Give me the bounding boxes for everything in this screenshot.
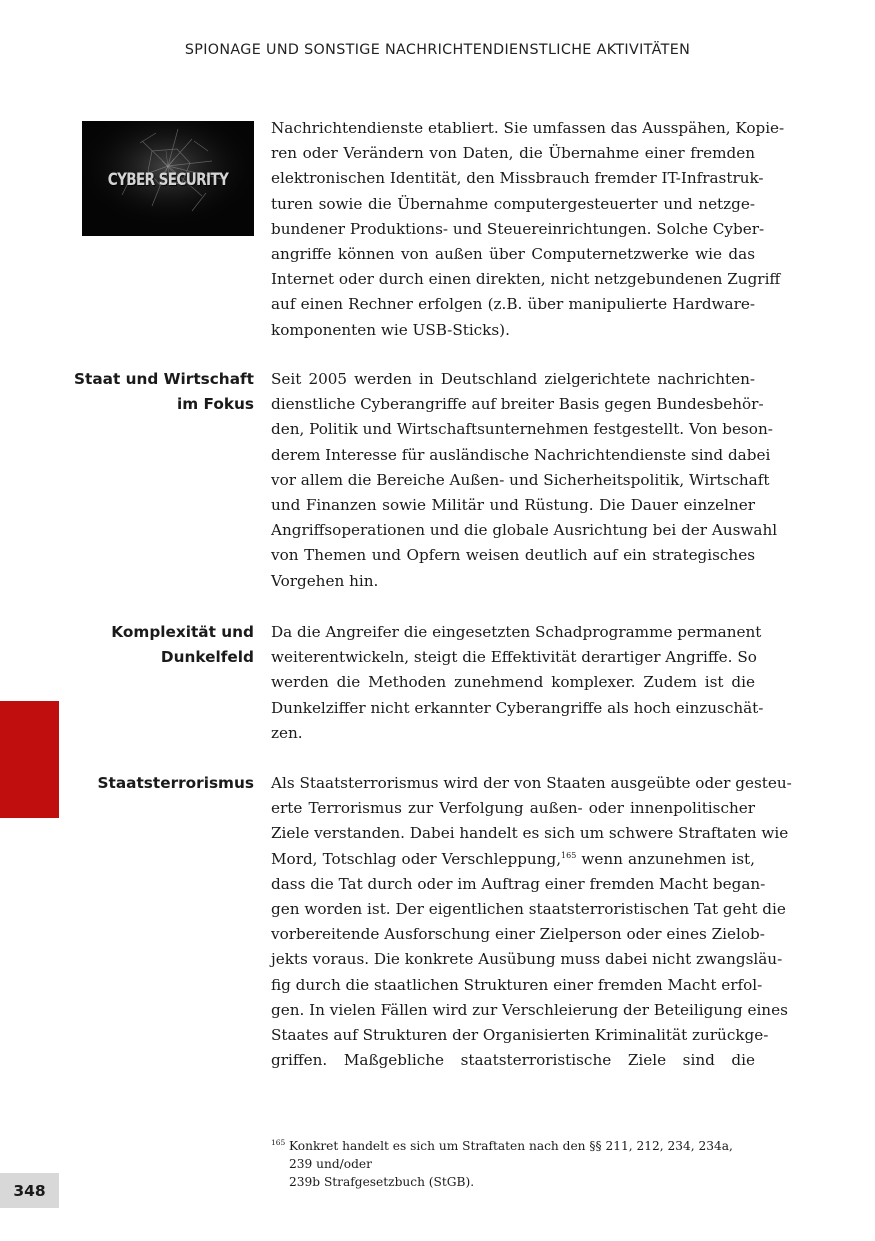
intro-paragraph	[271, 116, 785, 343]
text-line: bundener Produktions- und Steuereinrichtungen. Solche Cyber-	[271, 219, 765, 238]
text-line: Angriffsoperationen und die globale Ausrichtung bei der Auswahl	[271, 521, 778, 540]
footnote-line: 239b Strafgesetzbuch (StGB).	[289, 1175, 475, 1189]
page-number: 348	[0, 1173, 59, 1208]
text-line-with-footnote-ref	[271, 847, 755, 872]
text-line: und Finanzen sowie Militär und Rüstung. Die Dauer einzelner	[271, 496, 755, 515]
staat-paragraph	[271, 367, 778, 594]
text-line: Internet oder durch einen direkten, nicht netzgebundenen Zugriff	[271, 270, 781, 289]
footnote	[271, 1137, 755, 1191]
text-line: von Themen und Opfern weisen deutlich auf ein strategisches	[271, 546, 755, 565]
side-heading-line: Staat und Wirtschaft	[74, 370, 254, 388]
text-line: den, Politik und Wirtschaftsunternehmen festgestellt. Von beson-	[271, 420, 773, 439]
text-line: dienstliche Cyberangriffe auf breiter Basis gegen Bundesbehör-	[271, 395, 764, 414]
text-line: gen. In vielen Fällen wird zur Verschleierung der Beteiligung eines	[271, 1000, 788, 1019]
text-line: elektronischen Identität, den Missbrauch fremder IT-Infrastruk-	[271, 169, 764, 188]
text-line: Vorgehen hin.	[271, 571, 379, 590]
text-line: Da die Angreifer die eingesetzten Schadprogramme permanent	[271, 623, 762, 641]
text-line: Seit 2005 werden in Deutschland zielgerichtete nachrichten-	[271, 370, 755, 388]
side-heading-line: Dunkelfeld	[160, 648, 254, 667]
text-line: dass die Tat durch oder im Auftrag einer fremden Macht began-	[271, 874, 766, 893]
text-segment: Mord, Totschlag oder Verschleppung,	[271, 849, 562, 868]
text-line: Nachrichtendienste etabliert. Sie umfassen das Ausspähen, Kopie-	[271, 119, 785, 137]
text-line: Als Staatsterrorismus wird der von Staaten ausgeübte oder gesteu-	[271, 774, 792, 792]
text-line: griffen. Maßgebliche staatsterroristische Ziele sind die	[271, 1051, 755, 1070]
cyber-security-label: CYBER SECURITY	[107, 170, 229, 190]
text-line: vorbereitende Ausforschung einer Zielperson oder eines Zielob-	[271, 925, 765, 944]
running-header: SPIONAGE UND SONSTIGE NACHRICHTENDIENSTLICHE AKTIVITÄTEN	[184, 42, 691, 58]
text-line: komponenten wie USB-Sticks).	[271, 320, 510, 339]
text-line: Staates auf Strukturen der Organisierten Kriminalität zurückge-	[271, 1026, 769, 1045]
text-line: zen.	[271, 723, 303, 742]
text-line: werden die Methoden zunehmend komplexer. Zudem ist die	[271, 673, 755, 692]
side-heading-line: Staatsterrorismus	[97, 774, 254, 792]
footnote-reference[interactable]: 165	[561, 850, 577, 860]
text-line: Dunkelziffer nicht erkannter Cyberangriffe als hoch einzuschät-	[271, 698, 764, 717]
text-line: turen sowie die Übernahme computergesteuerter und netzge-	[271, 194, 755, 213]
terror-paragraph	[271, 771, 792, 1073]
text-line: gen worden ist. Der eigentlichen staatsterroristischen Tat geht die	[271, 900, 786, 919]
side-heading-staatsterrorismus	[40, 771, 254, 796]
footnote-number: 165	[271, 1138, 286, 1147]
text-segment: wenn anzunehmen ist,	[576, 849, 755, 868]
text-line: ren oder Verändern von Daten, die Übernahme einer fremden	[271, 144, 755, 163]
text-line: angriffe können von außen über Computernetzwerke wie das	[271, 245, 755, 264]
text-line: jekts voraus. Die konkrete Ausübung muss dabei nicht zwangsläu-	[271, 950, 783, 969]
side-heading-line: im Fokus	[176, 395, 254, 414]
text-line: Ziele verstanden. Dabei handelt es sich um schwere Straftaten wie	[271, 824, 789, 843]
footnote-line: Konkret handelt es sich um Straftaten nach den §§ 211, 212, 234, 234a, 239 und/oder	[289, 1139, 733, 1171]
side-heading-komplexitaet	[40, 620, 254, 670]
text-line: erte Terrorismus zur Verfolgung außen- oder innenpolitischer	[271, 799, 755, 818]
text-line: fig durch die staatlichen Strukturen einer fremden Macht erfol-	[271, 975, 763, 994]
text-line: weiterentwickeln, steigt die Effektivität derartiger Angriffe. So	[271, 648, 757, 667]
cyber-security-image	[82, 121, 254, 236]
chapter-marker-tab	[0, 701, 59, 818]
side-heading-staat-wirtschaft	[40, 367, 254, 417]
text-line: vor allem die Bereiche Außen- und Sicherheitspolitik, Wirtschaft	[271, 470, 770, 489]
komplex-paragraph	[271, 620, 764, 746]
side-heading-line: Komplexität und	[111, 623, 254, 641]
text-line: auf einen Rechner erfolgen (z.B. über manipulierte Hardware-	[271, 295, 755, 314]
text-line: derem Interesse für ausländische Nachrichtendienste sind dabei	[271, 445, 771, 464]
